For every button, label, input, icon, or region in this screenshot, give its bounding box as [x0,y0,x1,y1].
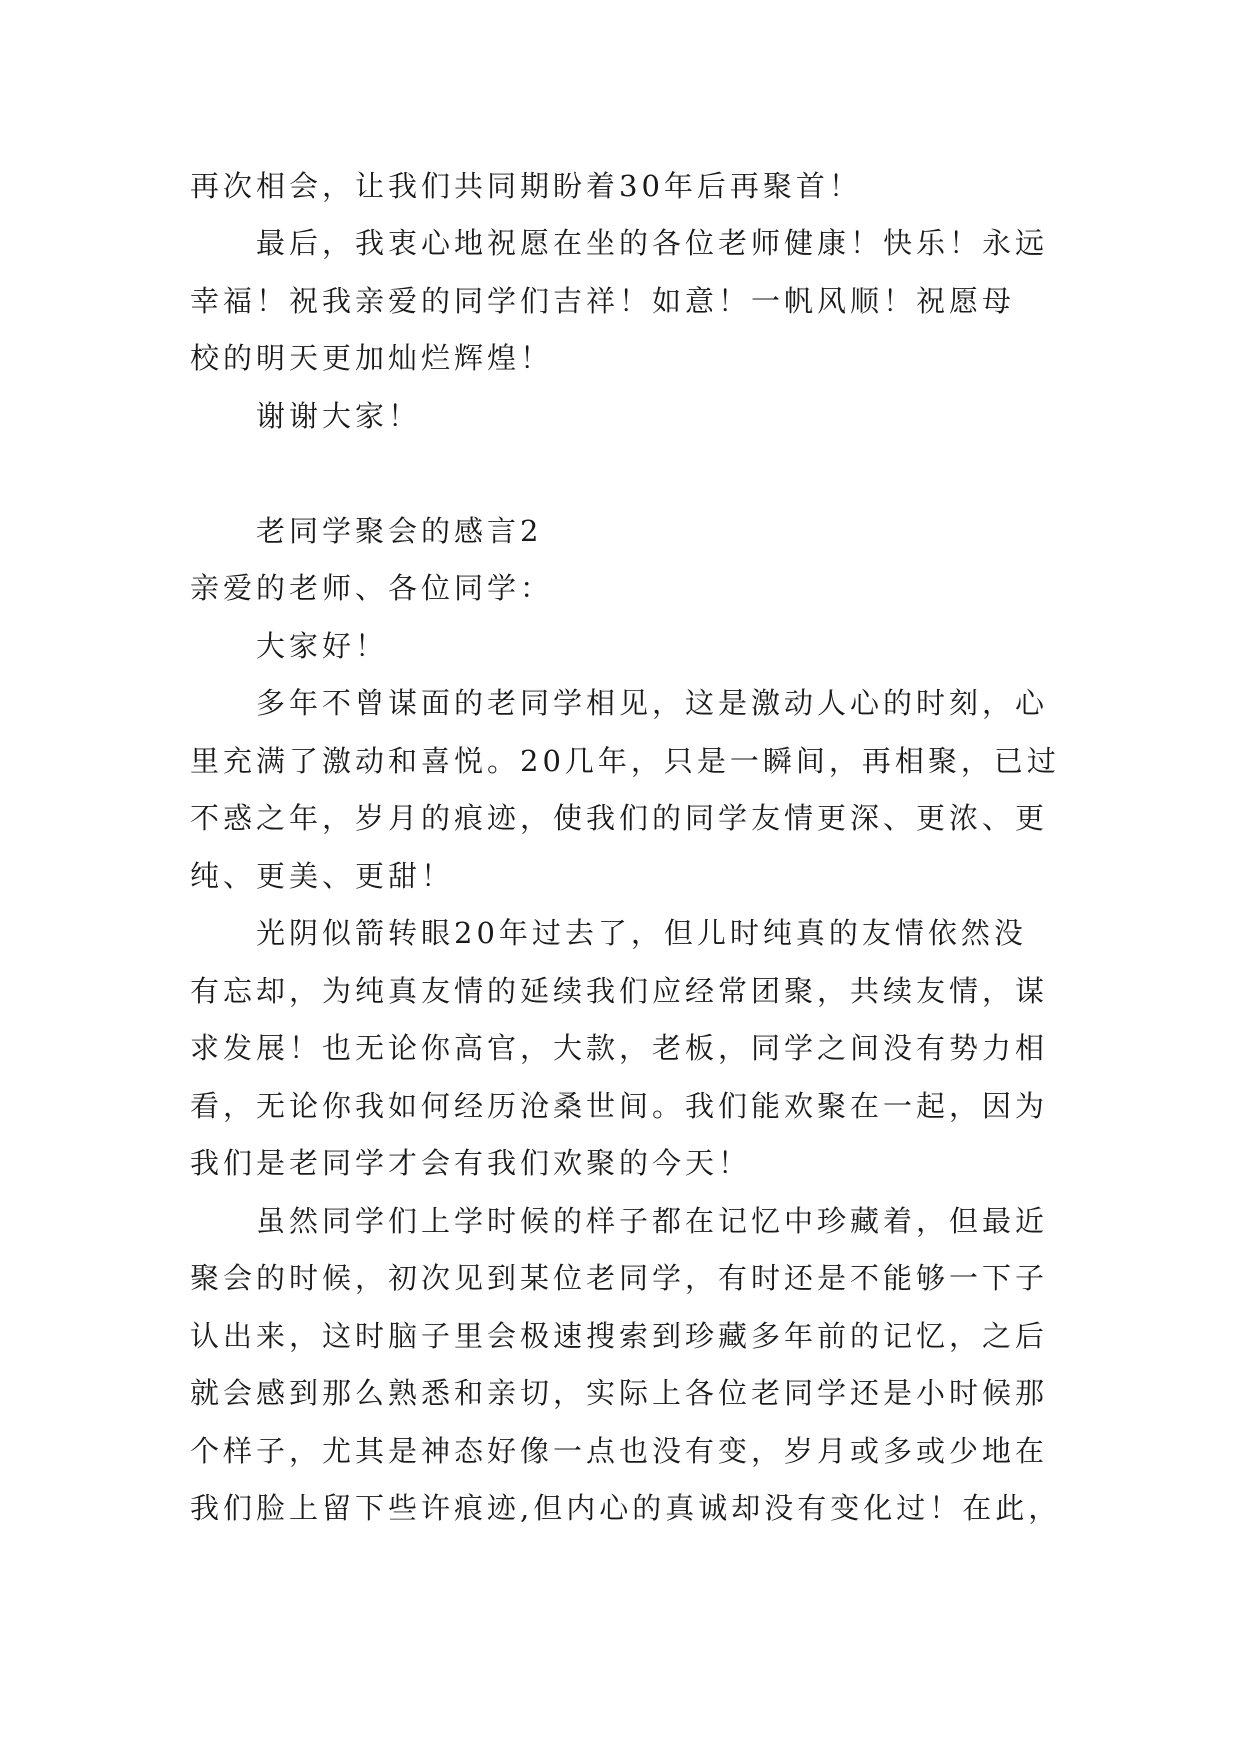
text-line: 里充满了激动和喜悦。20几年，只是一瞬间，再相聚，已过 [190,744,1060,778]
text-line: 不惑之年，岁月的痕迹，使我们的同学友情更深、更浓、更 [190,801,1049,835]
text-line: 有忘却，为纯真友情的延续我们应经常团聚，共续友情，谋 [190,974,1049,1008]
salutation: 亲爱的老师、各位同学： [190,571,554,605]
text-line: 谢谢大家！ [256,399,422,433]
text-line: 纯、更美、更甜！ [190,859,455,893]
text-line: 就会感到那么熟悉和亲切，实际上各位老同学还是小时候那 [190,1376,1049,1410]
text-line: 再次相会，让我们共同期盼着30年后再聚首！ [190,169,862,203]
text-line: 看，无论你我如何经历沧桑世间。我们能欢聚在一起，因为 [190,1089,1049,1123]
text-line: 幸福！祝我亲爱的同学们吉祥！如意！一帆风顺！祝愿母 [190,284,1016,318]
text-line: 最后，我衷心地祝愿在坐的各位老师健康！快乐！永远 [256,226,1049,260]
text-line: 个样子，尤其是神态好像一点也没有变，岁月或多或少地在 [190,1434,1049,1468]
greeting: 大家好！ [256,629,389,663]
text-line: 光阴似箭转眼20年过去了，但儿时纯真的友情依然没 [256,916,1027,950]
text-line: 求发展！也无论你高官，大款，老板，同学之间没有势力相 [190,1031,1049,1065]
text-line: 聚会的时候，初次见到某位老同学，有时还是不能够一下子 [190,1261,1049,1295]
text-line: 虽然同学们上学时候的样子都在记忆中珍藏着，但最近 [256,1204,1049,1238]
text-line: 我们脸上留下些许痕迹,但内心的真诚却没有变化过！在此， [190,1491,1062,1525]
text-line: 校的明天更加灿烂辉煌！ [190,341,554,375]
text-line: 多年不曾谋面的老同学相见，这是激动人心的时刻，心 [256,686,1049,720]
section-heading: 老同学聚会的感言2 [256,514,543,548]
text-line: 认出来，这时脑子里会极速搜索到珍藏多年前的记忆，之后 [190,1319,1049,1353]
text-line: 我们是老同学才会有我们欢聚的今天！ [190,1146,752,1180]
